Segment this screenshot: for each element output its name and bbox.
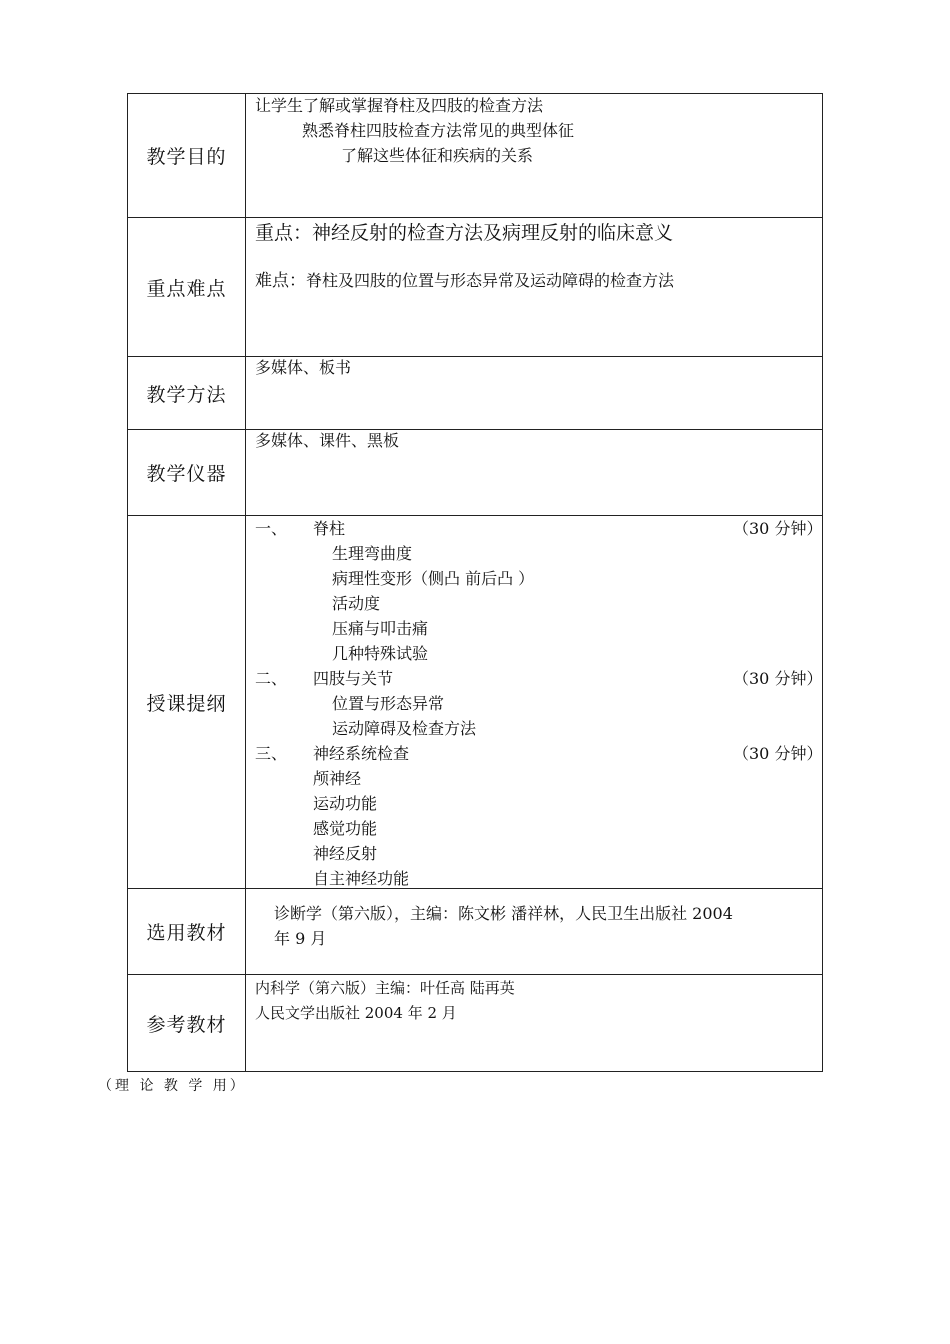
outline-label: 授课提纲 — [128, 516, 246, 888]
section-3-time: （30 分钟） — [733, 744, 823, 763]
outline-row — [128, 515, 822, 888]
section-1-time: （30 分钟） — [733, 519, 823, 538]
outline-item: 压痛与叩击痛 — [332, 619, 429, 638]
outline-section-2: 二、 四肢与关节 （30 分钟） — [255, 666, 816, 691]
objective-line-3: 了解这些体征和疾病的关系 — [341, 146, 534, 165]
outline-section-1: 一、 脊柱 （30 分钟） — [255, 516, 816, 541]
instruments-text: 多媒体、课件、黑板 — [255, 431, 400, 450]
outline-item: 颅神经 — [313, 769, 362, 788]
outline-item: 病理性变形（侧凸 前后凸 ） — [332, 569, 535, 588]
difficult-point-text: 脊柱及四肢的位置与形态异常及运动障碍的检查方法 — [306, 271, 675, 290]
key-points-row — [128, 217, 822, 356]
outline-item: 几种特殊试验 — [332, 644, 429, 663]
outline-section-3: 三、 神经系统检查 （30 分钟） — [255, 741, 816, 766]
difficult-prefix: 难点： — [255, 271, 306, 291]
lesson-plan-table — [127, 93, 823, 1072]
section-2-time: （30 分钟） — [733, 669, 823, 688]
section-3-title: 神经系统检查 — [313, 744, 410, 763]
outline-item: 生理弯曲度 — [332, 544, 413, 563]
footer-note: （理 论 教 学 用） — [98, 1078, 247, 1094]
outline-item: 自主神经功能 — [313, 869, 410, 888]
objective-line-1: 让学生了解或掌握脊柱及四肢的检查方法 — [255, 96, 544, 115]
section-1-title: 脊柱 — [313, 519, 346, 538]
outline-item: 位置与形态异常 — [332, 694, 445, 713]
reference-line-1: 内科学（第六版）主编：叶任高 陆再英 — [255, 979, 515, 997]
textbook-line-1: 诊断学（第六版），主编：陈文彬 潘祥林，人民卫生出版社 2004 — [274, 904, 733, 923]
outline-item: 运动功能 — [313, 794, 378, 813]
reference-row — [128, 974, 822, 1071]
key-points-label: 重点难点 — [128, 218, 246, 356]
methods-row — [128, 356, 822, 429]
instruments-row — [128, 429, 822, 515]
key-point-text: 重点：神经反射的检查方法及病理反射的临床意义 — [255, 222, 674, 244]
objectives-row — [128, 94, 822, 217]
outline-item: 感觉功能 — [313, 819, 378, 838]
outline-item: 神经反射 — [313, 844, 378, 863]
textbook-label: 选用教材 — [128, 889, 246, 974]
objective-line-2: 熟悉脊柱四肢检查方法常见的典型体征 — [302, 121, 575, 140]
methods-label: 教学方法 — [128, 357, 246, 429]
reference-label: 参考教材 — [128, 975, 246, 1071]
textbook-line-2: 年 9 月 — [274, 929, 327, 948]
methods-text: 多媒体、板书 — [255, 358, 352, 377]
section-2-title: 四肢与关节 — [313, 669, 394, 688]
objectives-label: 教学目的 — [128, 94, 246, 217]
outline-item: 运动障碍及检查方法 — [332, 719, 477, 738]
instruments-label: 教学仪器 — [128, 430, 246, 515]
outline-item: 活动度 — [332, 594, 381, 613]
reference-line-2: 人民文学出版社 2004 年 2 月 — [255, 1004, 457, 1022]
textbook-row — [128, 888, 822, 974]
